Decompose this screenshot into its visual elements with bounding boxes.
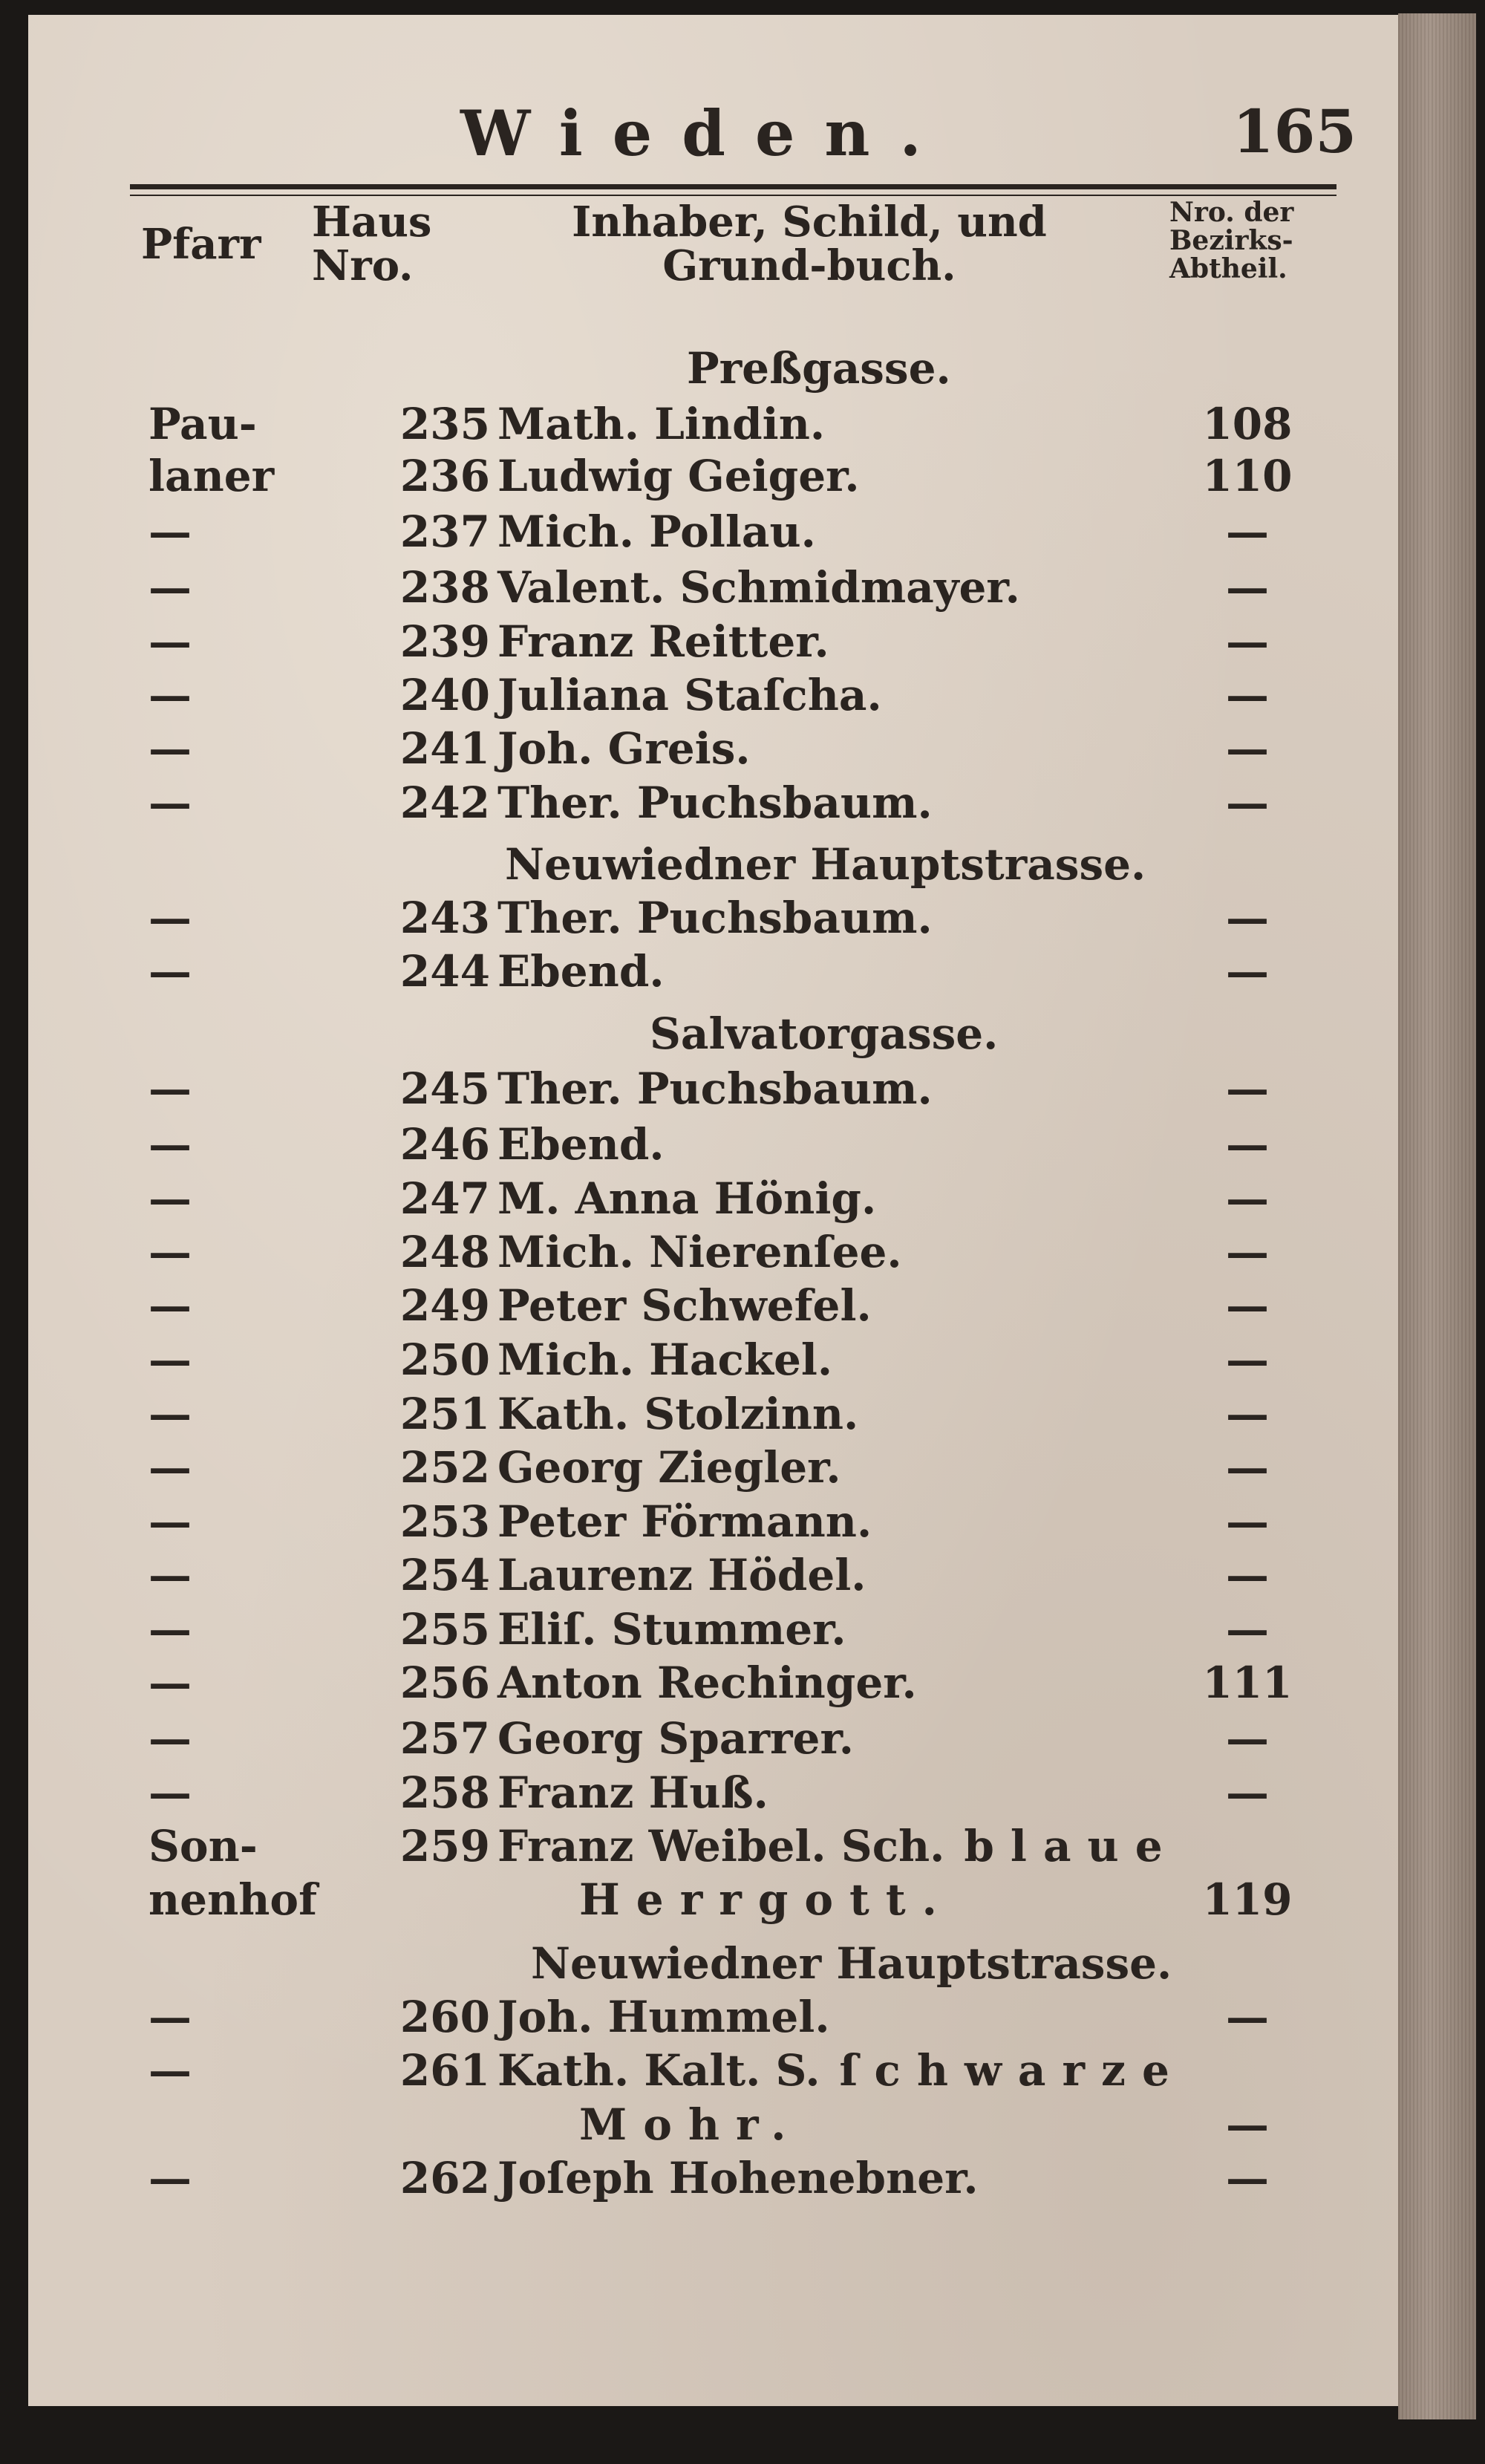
owner-name: Joſeph Hohenebner. xyxy=(497,2153,979,2203)
pfarr-cell: — xyxy=(148,1119,192,1170)
haus-nro-cell: 256 xyxy=(399,1658,490,1708)
owner-name: Ther. Puchsbaum. xyxy=(497,778,933,828)
table-row xyxy=(0,397,1370,451)
haus-nro-cell: 238 xyxy=(399,562,490,613)
column-header-haus-nro: Haus Nro. xyxy=(312,198,432,290)
owner-name: Joh. Hummel. xyxy=(497,1992,830,2042)
running-head-title: Wieden. xyxy=(460,97,951,170)
pfarr-cell: — xyxy=(148,2153,192,2203)
haus-nro-cell: 250 xyxy=(399,1334,490,1385)
pfarr-cell: — xyxy=(148,670,192,720)
pfarr-cell: — xyxy=(148,616,192,667)
owner-cell xyxy=(497,1225,1240,1279)
haus-nro-cell: 254 xyxy=(399,1550,490,1600)
table-row xyxy=(0,1333,1370,1386)
bezirks-nro-cell: — xyxy=(1226,1173,1269,1224)
bezirks-nro-cell: — xyxy=(1226,562,1269,613)
pfarr-cell: — xyxy=(148,1063,192,1114)
bezirks-nro-cell: — xyxy=(1226,1992,1269,2042)
pfarr-cell: — xyxy=(148,2045,192,2096)
pfarr-cell: — xyxy=(148,778,192,828)
owner-name: Franz Huß. xyxy=(497,1767,768,1818)
bezirks-nro-cell: — xyxy=(1226,506,1269,557)
table-row xyxy=(0,1225,1370,1279)
bezirks-nro-cell: — xyxy=(1226,1389,1269,1439)
pfarr-cell: — xyxy=(148,946,192,997)
table-row xyxy=(0,561,1370,614)
owner-cell xyxy=(497,1766,1240,1819)
pfarr-cell: — xyxy=(148,562,192,613)
bezirks-nro-cell: — xyxy=(1226,670,1269,720)
table-row xyxy=(0,668,1370,722)
street-heading: Preßgasse. xyxy=(687,343,951,394)
bezirks-nro-cell: — xyxy=(1226,1119,1269,1170)
bezirks-nro-cell: — xyxy=(1226,893,1269,943)
pfarr-cell: — xyxy=(148,1550,192,1600)
sign-name: Herrgott. xyxy=(579,1874,953,1925)
table-row xyxy=(0,1441,1370,1494)
owner-name: Ther. Puchsbaum. xyxy=(497,893,933,943)
bezirks-nro-cell: — xyxy=(1226,1604,1269,1655)
owner-name: Franz Reitter. xyxy=(497,616,829,667)
bezirks-nro-cell: — xyxy=(1226,1713,1269,1764)
bezirks-nro-cell: — xyxy=(1226,2099,1269,2150)
haus-nro-cell: 247 xyxy=(399,1173,490,1224)
table-row xyxy=(0,891,1370,945)
page-number: 165 xyxy=(1233,97,1357,166)
haus-nro-cell: 244 xyxy=(399,946,490,997)
table-row xyxy=(0,1279,1370,1332)
owner-name: Peter Förmann. xyxy=(497,1496,872,1547)
table-row xyxy=(0,1873,1370,1926)
owner-name: Math. Lindin. xyxy=(497,399,826,449)
bezirks-nro-cell: — xyxy=(1226,1496,1269,1547)
bezirks-nro-cell: — xyxy=(1226,723,1269,774)
bezirks-nro-cell: — xyxy=(1226,616,1269,667)
pfarr-cell: — xyxy=(148,1334,192,1385)
bezirks-nro-cell: — xyxy=(1226,1550,1269,1600)
owner-name: Georg Sparrer. xyxy=(497,1713,854,1764)
owner-cell xyxy=(497,1387,1240,1441)
owner-name: Ebend. xyxy=(497,946,665,997)
haus-nro-cell: 251 xyxy=(399,1389,490,1439)
owner-cell xyxy=(497,1712,1240,1765)
table-row xyxy=(0,1062,1370,1115)
bezirks-nro-cell: 111 xyxy=(1202,1658,1293,1708)
haus-nro-cell: 252 xyxy=(399,1442,490,1493)
haus-nro-cell: 239 xyxy=(399,616,490,667)
owner-name: Mich. Pollau. xyxy=(497,506,816,557)
bezirks-nro-cell: — xyxy=(1226,1280,1269,1331)
table-row xyxy=(0,1766,1370,1819)
haus-nro-cell: 243 xyxy=(399,893,490,943)
owner-cell xyxy=(497,945,1240,998)
haus-nro-cell: 255 xyxy=(399,1604,490,1655)
table-row xyxy=(0,449,1370,503)
bezirks-nro-cell: — xyxy=(1226,1334,1269,1385)
table-row xyxy=(0,1548,1370,1602)
pfarr-cell: Son- xyxy=(148,1821,258,1871)
bezirks-nro-cell: 108 xyxy=(1202,399,1293,449)
owner-cell xyxy=(497,1441,1240,1494)
haus-nro-cell: 261 xyxy=(399,2045,490,2096)
owner-name: Joh. Greis. xyxy=(497,723,751,774)
bezirks-nro-cell: — xyxy=(1226,1227,1269,1277)
haus-nro-cell: 240 xyxy=(399,670,490,720)
street-heading: Salvatorgasse. xyxy=(650,1008,999,1059)
pfarr-cell: — xyxy=(148,1173,192,1224)
street-heading: Neuwiedner Hauptstrasse. xyxy=(531,1938,1172,1989)
sign-name: ſchwarze xyxy=(839,2045,1186,2096)
owner-name: Laurenz Hödel. xyxy=(497,1550,866,1600)
owner-cell xyxy=(497,1548,1240,1602)
owner-name: Ludwig Geiger. xyxy=(497,451,860,501)
table-row xyxy=(0,1387,1370,1441)
table-row xyxy=(0,1172,1370,1225)
owner-cell xyxy=(497,1603,1240,1656)
table-row xyxy=(0,1712,1370,1765)
owner-cell xyxy=(497,615,1240,668)
owner-cell xyxy=(497,1279,1240,1332)
owner-cell xyxy=(497,1819,1240,1873)
haus-nro-cell: 262 xyxy=(399,2153,490,2203)
haus-nro-cell: 257 xyxy=(399,1713,490,1764)
owner-cell xyxy=(497,505,1240,558)
header-rule-thin xyxy=(130,195,1336,196)
haus-nro-cell: 259 xyxy=(399,1821,490,1871)
owner-cell xyxy=(497,1990,1240,2044)
pfarr-cell: Pau- xyxy=(148,399,257,449)
owner-name: Ther. Puchsbaum. xyxy=(497,1063,933,1114)
haus-nro-cell: 260 xyxy=(399,1992,490,2042)
owner-name: M. Anna Hönig. xyxy=(497,1173,877,1224)
pfarr-cell: laner xyxy=(148,451,275,501)
table-row xyxy=(0,1495,1370,1548)
pfarr-cell: — xyxy=(148,1713,192,1764)
header-rule-thick xyxy=(130,184,1336,189)
pfarr-cell: — xyxy=(148,1496,192,1547)
owner-name: Valent. Schmidmayer. xyxy=(497,562,1020,613)
table-row xyxy=(0,1819,1370,1873)
owner-cell xyxy=(497,397,1240,451)
bezirks-nro-cell: — xyxy=(1226,2153,1269,2203)
owner-name: Franz Weibel. Sch. xyxy=(497,1821,945,1871)
pfarr-cell: — xyxy=(148,723,192,774)
bezirks-nro-cell: — xyxy=(1226,1442,1269,1493)
owner-cell xyxy=(497,1118,1240,1171)
owner-name: Kath. Kalt. S. xyxy=(497,2045,820,2096)
owner-name: Mich. Nierenſee. xyxy=(497,1227,902,1277)
owner-name: Mich. Hackel. xyxy=(497,1334,833,1385)
owner-cell xyxy=(497,1172,1240,1225)
owner-cell xyxy=(497,1495,1240,1548)
bezirks-nro-cell: — xyxy=(1226,778,1269,828)
owner-cell xyxy=(497,561,1240,614)
pfarr-cell: — xyxy=(148,506,192,557)
book-fore-edge xyxy=(1398,13,1476,2419)
owner-cell xyxy=(497,776,1240,830)
pfarr-cell: — xyxy=(148,1658,192,1708)
owner-cell xyxy=(497,449,1240,503)
owner-name: Eliſ. Stummer. xyxy=(497,1604,846,1655)
pfarr-cell: — xyxy=(148,1280,192,1331)
pfarr-cell: nenhof xyxy=(148,1874,318,1925)
table-row xyxy=(0,615,1370,668)
haus-nro-cell: 241 xyxy=(399,723,490,774)
haus-nro-cell: 249 xyxy=(399,1280,490,1331)
owner-name: Georg Ziegler. xyxy=(497,1442,841,1493)
sign-name: blaue xyxy=(964,1821,1179,1871)
owner-cell xyxy=(497,891,1240,945)
owner-name: Ebend. xyxy=(497,1119,665,1170)
pfarr-cell: — xyxy=(148,1442,192,1493)
pfarr-cell: — xyxy=(148,893,192,943)
table-row xyxy=(0,1603,1370,1656)
column-header-inhaber: Inhaber, Schild, und Grund-buch. xyxy=(572,198,1047,290)
table-row xyxy=(0,1118,1370,1171)
haus-nro-cell: 237 xyxy=(399,506,490,557)
owner-name: Peter Schwefel. xyxy=(497,1280,872,1331)
bezirks-nro-cell: 110 xyxy=(1202,451,1293,501)
column-header-pfarr: Pfarr xyxy=(141,220,261,269)
bezirks-nro-cell: — xyxy=(1226,1063,1269,1114)
haus-nro-cell: 245 xyxy=(399,1063,490,1114)
bezirks-nro-cell: 119 xyxy=(1202,1874,1293,1925)
street-heading: Neuwiedner Hauptstrasse. xyxy=(505,839,1146,890)
table-row xyxy=(0,2044,1370,2097)
pfarr-cell: — xyxy=(148,1389,192,1439)
haus-nro-cell: 258 xyxy=(399,1767,490,1818)
pfarr-cell: — xyxy=(148,1604,192,1655)
pfarr-cell: — xyxy=(148,1992,192,2042)
table-row xyxy=(0,2151,1370,2205)
sign-name: Mohr. xyxy=(579,2099,803,2150)
owner-cell xyxy=(497,1656,1240,1710)
table-row xyxy=(0,945,1370,998)
table-row xyxy=(0,505,1370,558)
owner-name: Juliana Staſcha. xyxy=(497,670,882,720)
haus-nro-cell: 253 xyxy=(399,1496,490,1547)
owner-cell xyxy=(497,2044,1240,2097)
owner-cell xyxy=(497,1333,1240,1386)
owner-cell xyxy=(497,2151,1240,2205)
owner-cell xyxy=(497,668,1240,722)
pfarr-cell: — xyxy=(148,1767,192,1818)
table-row xyxy=(0,776,1370,830)
bezirks-nro-cell: — xyxy=(1226,1767,1269,1818)
bezirks-nro-cell: — xyxy=(1226,946,1269,997)
haus-nro-cell: 248 xyxy=(399,1227,490,1277)
owner-cell xyxy=(497,722,1240,775)
owner-name: Kath. Stolzinn. xyxy=(497,1389,859,1439)
owner-cell xyxy=(497,1062,1240,1115)
haus-nro-cell: 242 xyxy=(399,778,490,828)
table-row xyxy=(0,2098,1370,2151)
haus-nro-cell: 246 xyxy=(399,1119,490,1170)
table-row xyxy=(0,1656,1370,1710)
table-row xyxy=(0,1990,1370,2044)
haus-nro-cell: 236 xyxy=(399,451,490,501)
table-row xyxy=(0,722,1370,775)
haus-nro-cell: 235 xyxy=(399,399,490,449)
column-header-bezirks-nro: Nro. der Bezirks-Abtheil. xyxy=(1169,197,1294,284)
pfarr-cell: — xyxy=(148,1227,192,1277)
owner-name: Anton Rechinger. xyxy=(497,1658,917,1708)
